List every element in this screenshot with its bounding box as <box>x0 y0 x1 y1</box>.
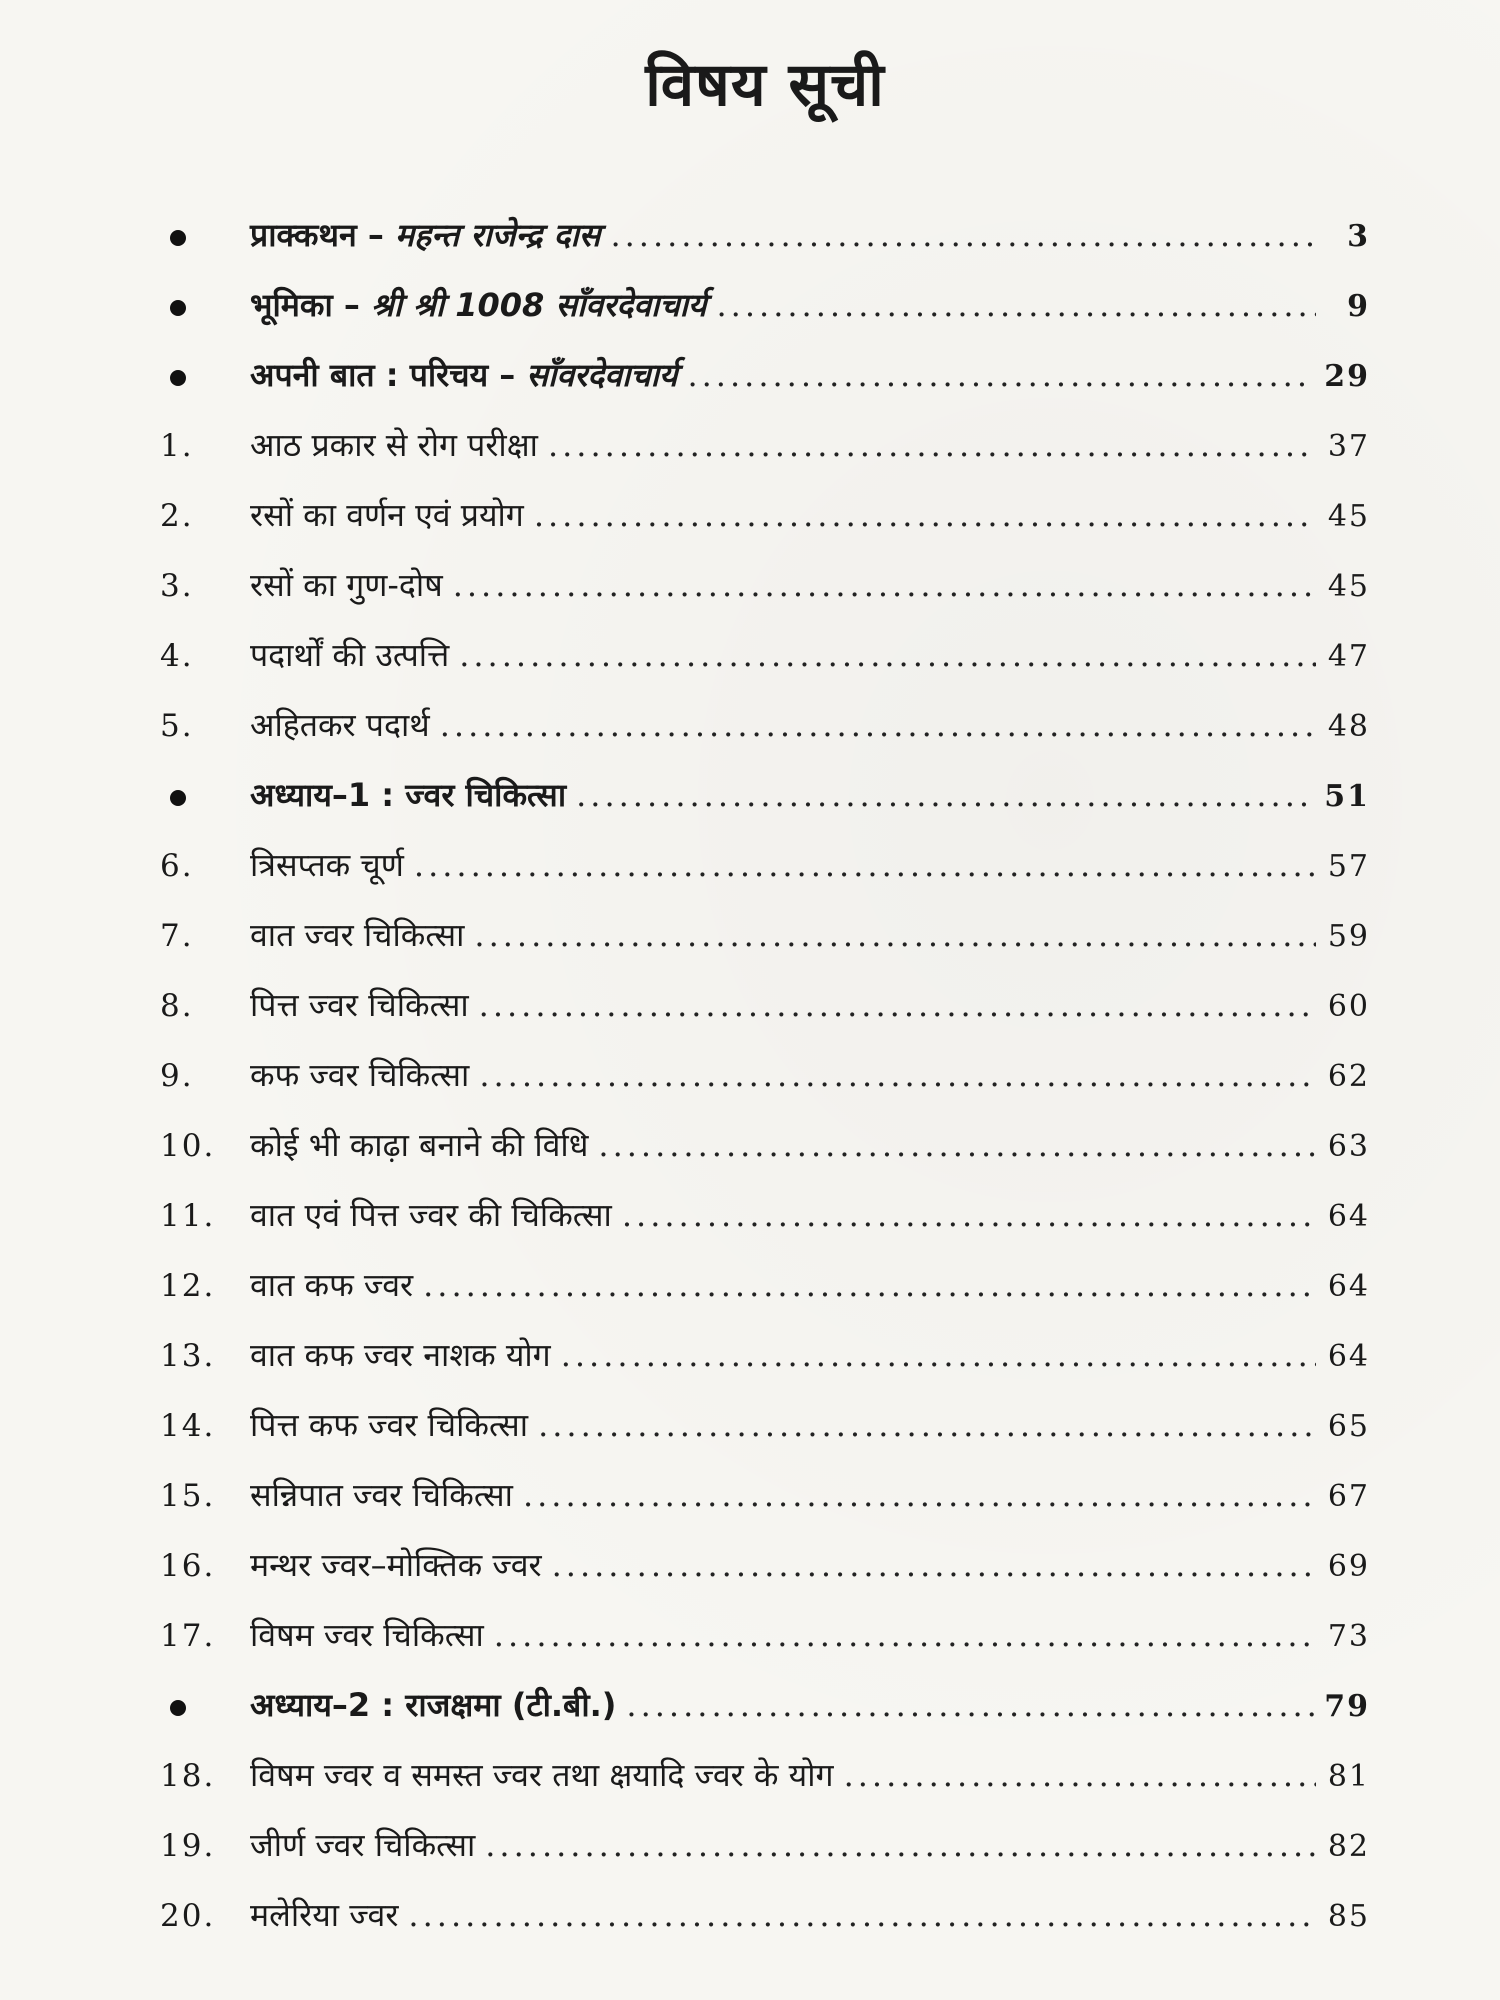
entry-page-number: 64 <box>1327 1269 1370 1304</box>
entry-page-number: 81 <box>1327 1759 1370 1794</box>
dot-leader <box>717 270 1317 340</box>
entry-title-text: अहितकर पदार्थ <box>250 706 430 744</box>
entry-author: साँवरदेवाचार्य <box>526 356 678 394</box>
entry-title-text: पित्त ज्वर चिकित्सा <box>250 986 469 1024</box>
entry-title <box>250 550 443 620</box>
entry-number: 10. <box>160 1128 216 1164</box>
entry-page-number: 79 <box>1324 1689 1370 1724</box>
toc-entry <box>160 480 1370 550</box>
entry-title <box>250 1320 551 1390</box>
entry-page-number: 67 <box>1327 1479 1370 1514</box>
toc-entry <box>160 1040 1370 1110</box>
bullet-dot-icon <box>170 230 186 246</box>
entry-page-number: 85 <box>1327 1899 1370 1934</box>
toc-entry <box>160 830 1370 900</box>
entry-page-number: 51 <box>1324 779 1370 814</box>
entry-title-text: कोई भी काढ़ा बनाने की विधि <box>250 1126 589 1164</box>
toc-entry <box>160 1390 1370 1460</box>
bullet-icon <box>160 271 250 341</box>
entry-number: 16. <box>160 1548 216 1584</box>
entry-title <box>250 1390 528 1460</box>
entry-number: 9. <box>160 1058 194 1094</box>
toc-entry <box>160 760 1370 830</box>
toc-entry <box>160 1600 1370 1670</box>
toc-entry <box>160 970 1370 1040</box>
toc-entry <box>160 1250 1370 1320</box>
entry-page-number: 65 <box>1327 1409 1370 1444</box>
toc-entry <box>160 1670 1370 1740</box>
entry-title-text: भूमिका – <box>250 286 372 324</box>
entry-title <box>250 1530 542 1600</box>
dot-leader <box>548 410 1316 480</box>
entry-title <box>250 970 469 1040</box>
toc-entry <box>160 1530 1370 1600</box>
entry-number: 8. <box>160 988 194 1024</box>
bullet-dot-icon <box>170 300 186 316</box>
toc-entry <box>160 1110 1370 1180</box>
entry-title <box>250 1110 588 1180</box>
entry-title <box>250 340 677 410</box>
entry-number: 15. <box>160 1478 216 1514</box>
entry-title-text: अध्याय–2 : राजक्षमा (टी.बी.) <box>250 1686 617 1724</box>
dot-leader <box>598 1110 1316 1180</box>
dot-leader <box>474 900 1316 970</box>
bullet-dot-icon <box>170 370 186 386</box>
toc-entry <box>160 1460 1370 1530</box>
entry-number: 13. <box>160 1338 216 1374</box>
entry-title-text: रसों का वर्णन एवं प्रयोग <box>250 496 524 534</box>
dot-leader <box>538 1390 1316 1460</box>
dot-leader <box>494 1600 1316 1670</box>
entry-title-text: प्राक्कथन – <box>250 216 396 254</box>
entry-title <box>250 1040 469 1110</box>
entry-title-text: वात कफ ज्वर नाशक योग <box>250 1336 551 1374</box>
entry-author: महन्त राजेन्द्र दास <box>395 216 601 254</box>
entry-page-number: 47 <box>1327 639 1370 674</box>
entry-author: श्री श्री 1008 साँवरदेवाचार्य <box>371 286 707 324</box>
entry-page-number: 63 <box>1327 1129 1370 1164</box>
bullet-icon <box>160 201 250 271</box>
entry-title <box>250 200 600 270</box>
entry-page-number: 37 <box>1327 429 1370 464</box>
entry-page-number: 48 <box>1327 709 1370 744</box>
dot-leader <box>622 1180 1316 1250</box>
entry-page-number: 62 <box>1327 1059 1370 1094</box>
entry-number: 6. <box>160 848 194 884</box>
entry-number: 3. <box>160 568 194 604</box>
dot-leader <box>479 970 1316 1040</box>
entry-title-text: जीर्ण ज्वर चिकित्सा <box>250 1826 476 1864</box>
toc-entry <box>160 1180 1370 1250</box>
dot-leader <box>453 550 1316 620</box>
entry-number: 19. <box>160 1828 216 1864</box>
entry-title-text: वात कफ ज्वर <box>250 1266 414 1304</box>
dot-leader <box>576 760 1314 830</box>
entry-title-text: त्रिसप्तक चूर्ण <box>250 846 404 884</box>
entry-number: 12. <box>160 1268 216 1304</box>
dot-leader <box>687 340 1314 410</box>
entry-title <box>250 900 464 970</box>
page-title: विषय सूची <box>645 50 885 120</box>
entry-title <box>250 760 566 830</box>
toc-entry <box>160 410 1370 480</box>
toc-entry <box>160 620 1370 690</box>
entry-title <box>250 830 404 900</box>
bullet-icon <box>160 761 250 831</box>
dot-leader <box>844 1740 1316 1810</box>
dot-leader <box>561 1320 1316 1390</box>
entry-title <box>250 1880 398 1950</box>
entry-number: 2. <box>160 498 194 534</box>
entry-title-text: आठ प्रकार से रोग परीक्षा <box>250 426 538 464</box>
entry-title <box>250 480 524 550</box>
entry-number: 7. <box>160 918 194 954</box>
entry-title <box>250 1810 475 1880</box>
entry-number: 1. <box>160 428 194 464</box>
toc-entry <box>160 550 1370 620</box>
entry-page-number: 57 <box>1327 849 1370 884</box>
entry-number: 14. <box>160 1408 216 1444</box>
dot-leader <box>479 1040 1316 1110</box>
bullet-dot-icon <box>170 1700 186 1716</box>
entry-title-text: विषम ज्वर व समस्त ज्वर तथा क्षयादि ज्वर के योग <box>250 1756 834 1794</box>
entry-title-text: रसों का गुण-दोष <box>250 566 443 604</box>
bullet-icon <box>160 341 250 411</box>
entry-title <box>250 620 449 690</box>
entry-page-number: 45 <box>1327 569 1370 604</box>
entry-page-number: 64 <box>1327 1199 1370 1234</box>
dot-leader <box>552 1530 1316 1600</box>
entry-title-text: विषम ज्वर चिकित्सा <box>250 1616 484 1654</box>
entry-page-number: 60 <box>1327 989 1370 1024</box>
entry-title <box>250 1670 616 1740</box>
entry-title-text: वात एवं पित्त ज्वर की चिकित्सा <box>250 1196 612 1234</box>
dot-leader <box>408 1880 1316 1950</box>
dot-leader <box>534 480 1316 550</box>
dot-leader <box>523 1460 1316 1530</box>
entry-number: 4. <box>160 638 194 674</box>
dot-leader <box>440 690 1316 760</box>
entry-page-number: 9 <box>1347 289 1370 324</box>
entry-number: 17. <box>160 1618 216 1654</box>
entry-number: 20. <box>160 1898 216 1934</box>
entry-title-text: मलेरिया ज्वर <box>250 1896 399 1934</box>
entry-number: 11. <box>160 1198 216 1234</box>
dot-leader <box>626 1670 1314 1740</box>
bullet-dot-icon <box>170 790 186 806</box>
entry-number: 5. <box>160 708 194 744</box>
entry-page-number: 29 <box>1324 359 1370 394</box>
entry-title <box>250 410 538 480</box>
entry-page-number: 82 <box>1327 1829 1370 1864</box>
entry-page-number: 45 <box>1327 499 1370 534</box>
entry-title-text: सन्निपात ज्वर चिकित्सा <box>250 1476 513 1514</box>
entry-title-text: अपनी बात : परिचय – <box>250 356 527 394</box>
entry-title-text: कफ ज्वर चिकित्सा <box>250 1056 470 1094</box>
dot-leader <box>485 1810 1316 1880</box>
toc-entry <box>160 690 1370 760</box>
entry-title-text: पित्त कफ ज्वर चिकित्सा <box>250 1406 529 1444</box>
entry-page-number: 3 <box>1347 219 1370 254</box>
dot-leader <box>610 200 1316 270</box>
toc-entry <box>160 270 1370 340</box>
dot-leader <box>459 620 1316 690</box>
entry-title <box>250 1600 484 1670</box>
dot-leader <box>423 1250 1316 1320</box>
entry-page-number: 69 <box>1327 1549 1370 1584</box>
toc-entry <box>160 340 1370 410</box>
toc-entry <box>160 1740 1370 1810</box>
entry-page-number: 73 <box>1327 1619 1370 1654</box>
entry-title-text: अध्याय–1 : ज्वर चिकित्सा <box>250 776 567 814</box>
entry-title <box>250 1740 834 1810</box>
entry-page-number: 64 <box>1327 1339 1370 1374</box>
entry-title-text: वात ज्वर चिकित्सा <box>250 916 465 954</box>
entry-title <box>250 270 707 340</box>
toc-entry <box>160 900 1370 970</box>
bullet-icon <box>160 1671 250 1741</box>
toc-entry <box>160 1880 1370 1950</box>
entry-title-text: मन्थर ज्वर–मोक्तिक ज्वर <box>250 1546 542 1584</box>
toc-entry <box>160 1320 1370 1390</box>
entry-title <box>250 1180 612 1250</box>
toc-entry <box>160 200 1370 270</box>
table-of-contents <box>160 200 1370 1950</box>
entry-title <box>250 1250 413 1320</box>
dot-leader <box>414 830 1316 900</box>
toc-entry <box>160 1810 1370 1880</box>
entry-title <box>250 690 430 760</box>
entry-number: 18. <box>160 1758 216 1794</box>
entry-page-number: 59 <box>1327 919 1370 954</box>
entry-title-text: पदार्थों की उत्पत्ति <box>250 636 450 674</box>
entry-title <box>250 1460 513 1530</box>
